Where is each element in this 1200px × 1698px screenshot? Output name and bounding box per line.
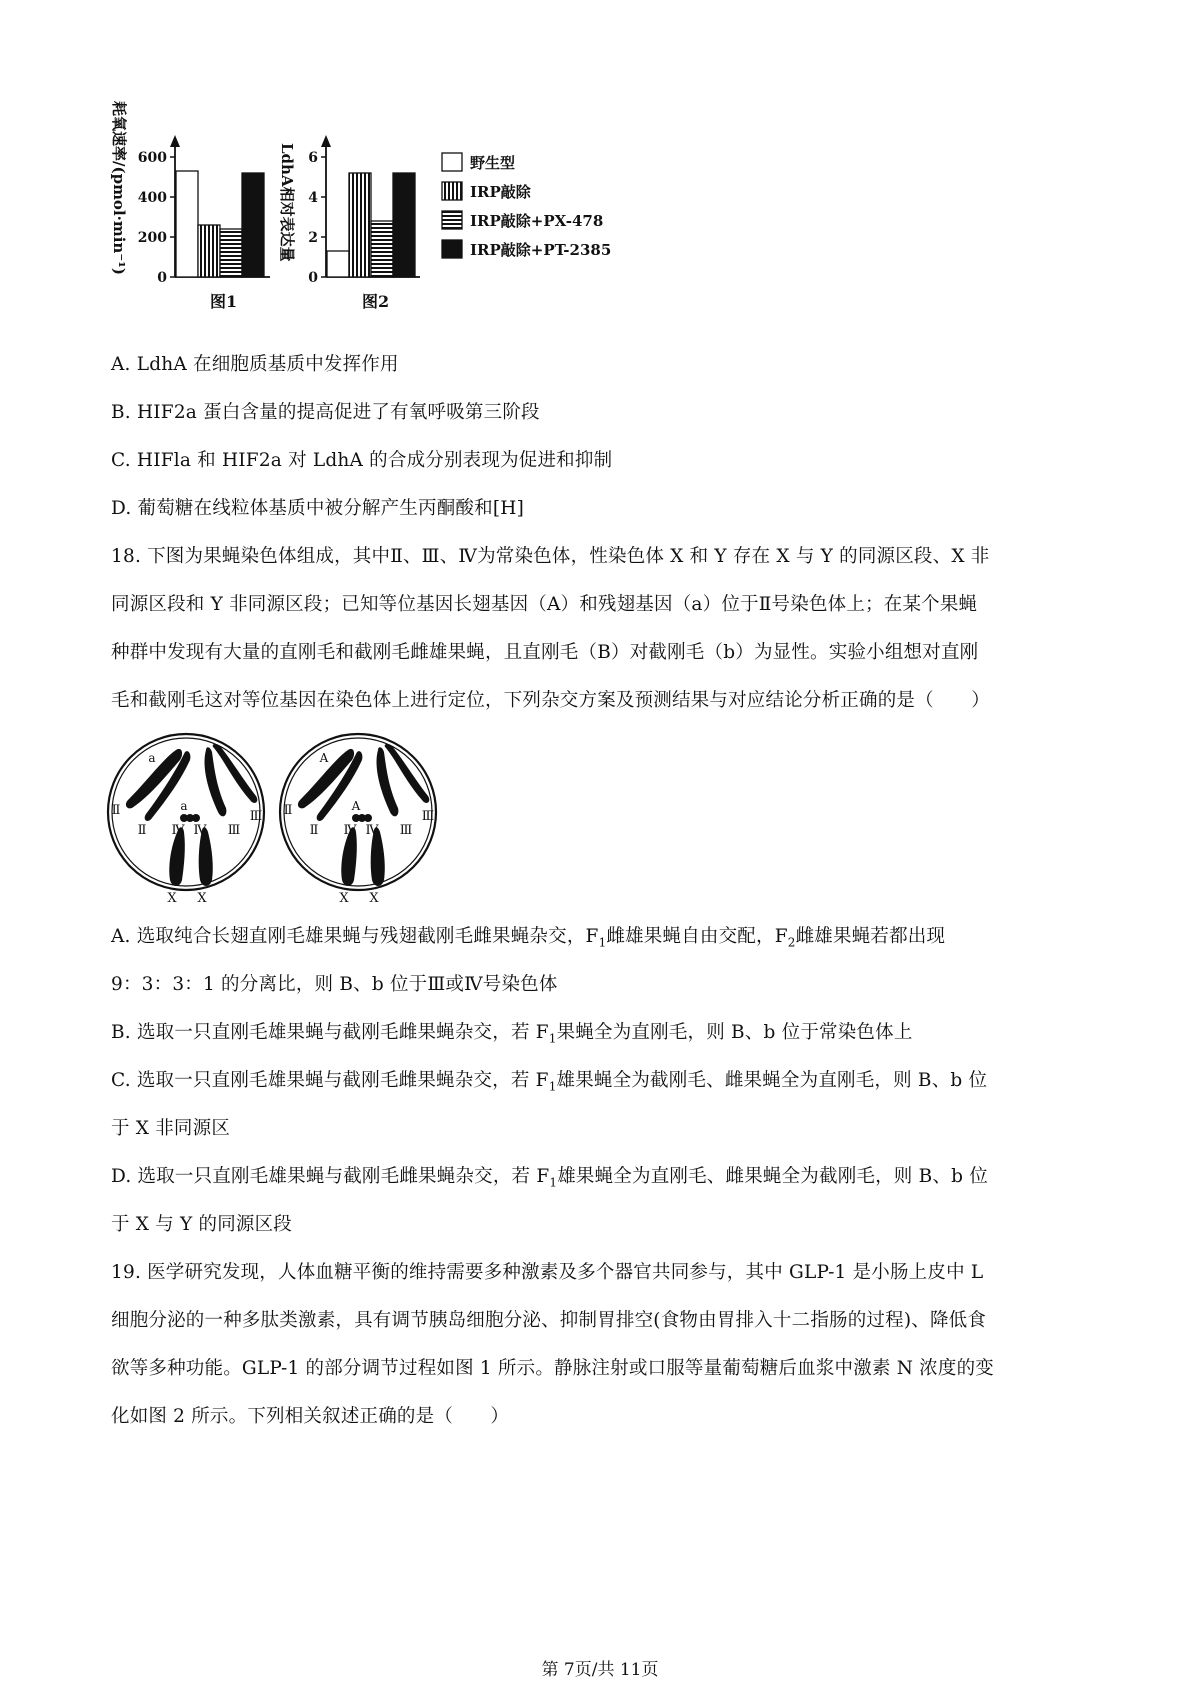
chromosome-figure xyxy=(106,730,476,910)
q18-option-a-line-1 xyxy=(111,925,945,955)
fig1-ticks xyxy=(138,150,175,286)
cell-female-aa xyxy=(108,734,264,906)
chromosome-label: Ⅱ xyxy=(137,823,147,838)
chromosome-label: Ⅳ xyxy=(171,823,185,838)
legend-swatch-0 xyxy=(442,153,462,171)
gene-label: A xyxy=(351,799,361,813)
q18-option-c-text-2: 雄果蝇全为截刚毛、雌果蝇全为直刚毛，则 B、b 位 xyxy=(556,1070,988,1091)
fig1-tick-label: 600 xyxy=(137,150,167,166)
chromosome-label: Ⅱ xyxy=(309,823,319,838)
chromosome-label: X xyxy=(197,891,207,906)
fig1-tick-label: 0 xyxy=(157,270,167,286)
chromosome-label: Ⅱ xyxy=(111,803,121,818)
q18-option-c-text-1: C. 选取一只直刚毛雄果蝇与截刚毛雌果蝇杂交，若 F xyxy=(111,1070,549,1091)
fig1-caption: 图1 xyxy=(210,292,238,311)
q18-option-d-line-1 xyxy=(111,1165,988,1195)
q18-option-b-text-1: B. 选取一只直刚毛雄果蝇与截刚毛雌果蝇杂交，若 F xyxy=(111,1022,549,1043)
fig2-tick-label: 2 xyxy=(308,230,318,246)
legend-swatch-1 xyxy=(442,182,462,200)
q18-option-a-sub-1: 1 xyxy=(598,935,607,950)
chromosome-label: X xyxy=(167,891,177,906)
legend-label-2: IRP敲除+PX-478 xyxy=(470,212,604,230)
q18-option-d-text-1: D. 选取一只直刚毛雄果蝇与截刚毛雌果蝇杂交，若 F xyxy=(111,1166,550,1187)
q17-option-a: A. LdhA 在细胞质基质中发挥作用 xyxy=(111,354,399,375)
fig2-ylabel: LdhA相对表达量 xyxy=(278,143,296,262)
q18-option-d-line-2: 于 X 与 Y 的同源区段 xyxy=(111,1214,293,1235)
chromosome-label: X xyxy=(369,891,379,906)
q17-option-b: B. HIF2a 蛋白含量的提高促进了有氧呼吸第三阶段 xyxy=(111,402,540,423)
q18-option-c-sub: 1 xyxy=(548,1079,557,1094)
q18-option-a-text-3: 雌雄果蝇若都出现 xyxy=(795,926,946,947)
gene-label: A xyxy=(319,751,329,765)
q19-stem-line-3: 欲等多种功能。GLP-1 的部分调节过程如图 1 所示。静脉注射或口服等量葡萄糖后血浆中激素 N 浓度的变 xyxy=(111,1358,994,1379)
fig1-bar-0 xyxy=(176,171,198,277)
legend-label-3: IRP敲除+PT-2385 xyxy=(470,241,612,259)
fig2-bar-3 xyxy=(393,173,415,277)
gene-label: a xyxy=(148,751,156,765)
fig1-bar-3 xyxy=(242,173,264,277)
q17-option-c: C. HIFla 和 HIF2a 对 LdhA 的合成分别表现为促进和抑制 xyxy=(111,450,613,471)
chromosome-iv-dot xyxy=(364,814,372,822)
chromosome-label: X xyxy=(339,891,349,906)
fig2-tick-label: 0 xyxy=(308,270,318,286)
q18-stem-line-4: 毛和截刚毛这对等位基因在染色体上进行定位，下列杂交方案及预测结果与对应结论分析正确的是（ ） xyxy=(111,690,990,711)
q18-option-b-text-2: 果蝇全为直刚毛，则 B、b 位于常染色体上 xyxy=(556,1022,913,1043)
q18-option-d-text-2: 雄果蝇全为直刚毛、雌果蝇全为截刚毛，则 B、b 位 xyxy=(557,1166,988,1187)
fig1-tick-label: 400 xyxy=(137,190,167,206)
fig2-bar-1 xyxy=(349,173,371,277)
cell-female-AA xyxy=(280,734,436,906)
fig1-bar-2 xyxy=(220,229,242,277)
chromosome-label: Ⅳ xyxy=(193,823,207,838)
chromosome-label: Ⅲ xyxy=(227,823,241,838)
chromosome-label: Ⅲ xyxy=(249,809,263,824)
page-footer: 第 7页/共 11页 xyxy=(541,1660,659,1680)
chromosome-label: Ⅳ xyxy=(365,823,379,838)
q19-stem-line-4: 化如图 2 所示。下列相关叙述正确的是（ ） xyxy=(111,1406,510,1427)
fig2-caption: 图2 xyxy=(362,292,390,311)
fig1-bars xyxy=(176,171,264,277)
q18-option-c-line-1 xyxy=(111,1069,987,1099)
q18-option-c-line-2: 于 X 非同源区 xyxy=(111,1118,231,1139)
q18-option-a-text-1: A. 选取纯合长翅直刚毛雄果蝇与残翅截刚毛雌果蝇杂交，F xyxy=(111,926,599,947)
fig1-bar-1 xyxy=(198,225,220,277)
fig1-ylabel: 耗氧速率/(pmol·min⁻¹) xyxy=(110,101,128,275)
q18-option-b-sub: 1 xyxy=(548,1031,557,1046)
bar-figure xyxy=(100,95,700,345)
q18-option-a-sub-2: 2 xyxy=(787,935,796,950)
legend-swatch-2 xyxy=(442,211,462,229)
fig2-tick-label: 4 xyxy=(308,190,318,206)
q19-stem-line-2: 细胞分泌的一种多肽类激素，具有调节胰岛细胞分泌、抑制胃排空(食物由胃排入十二指肠的过程)、降低食 xyxy=(111,1310,987,1331)
q17-option-d: D. 葡萄糖在线粒体基质中被分解产生丙酮酸和[H] xyxy=(111,498,525,519)
chromosome-iv-dot xyxy=(192,814,200,822)
chromosome-label: Ⅳ xyxy=(343,823,357,838)
fig2-bar-0 xyxy=(327,251,349,277)
q18-option-d-sub: 1 xyxy=(549,1175,558,1190)
q18-option-a-line-2: 9：3：3：1 的分离比，则 B、b 位于Ⅲ或Ⅳ号染色体 xyxy=(111,974,558,995)
legend-swatch-3 xyxy=(442,240,462,258)
fig1-tick-label: 200 xyxy=(137,230,167,246)
fig2-bar-2 xyxy=(371,221,393,277)
fig2-bars xyxy=(327,173,415,277)
gene-label: a xyxy=(180,799,188,813)
legend-label-0: 野生型 xyxy=(470,154,516,172)
fig2-tick-label: 6 xyxy=(308,150,318,166)
q18-stem-line-3: 种群中发现有大量的直刚毛和截刚毛雌雄果蝇，且直刚毛（B）对截刚毛（b）为显性。实验小组想对直刚 xyxy=(111,642,979,663)
q18-option-a-text-2: 雌雄果蝇自由交配，F xyxy=(606,926,788,947)
legend xyxy=(442,153,611,259)
fig2-ticks xyxy=(308,150,326,286)
q18-stem-line-2: 同源区段和 Y 非同源区段；已知等位基因长翅基因（A）和残翅基因（a）位于Ⅱ号染色体上；在某个果蝇 xyxy=(111,594,978,615)
chromosome-label: Ⅲ xyxy=(421,809,435,824)
legend-label-1: IRP敲除 xyxy=(470,183,531,201)
chromosome-label: Ⅱ xyxy=(283,803,293,818)
q18-option-b xyxy=(111,1021,913,1051)
q18-stem-line-1: 18. 下图为果蝇染色体组成，其中Ⅱ、Ⅲ、Ⅳ为常染色体，性染色体 X 和 Y 存在 X 与 Y 的同源区段、X 非 xyxy=(111,546,990,567)
q19-stem-line-1: 19. 医学研究发现，人体血糖平衡的维持需要多种激素及多个器官共同参与，其中 GLP-1 是小肠上皮中 L xyxy=(111,1262,984,1283)
chromosome-label: Ⅲ xyxy=(399,823,413,838)
